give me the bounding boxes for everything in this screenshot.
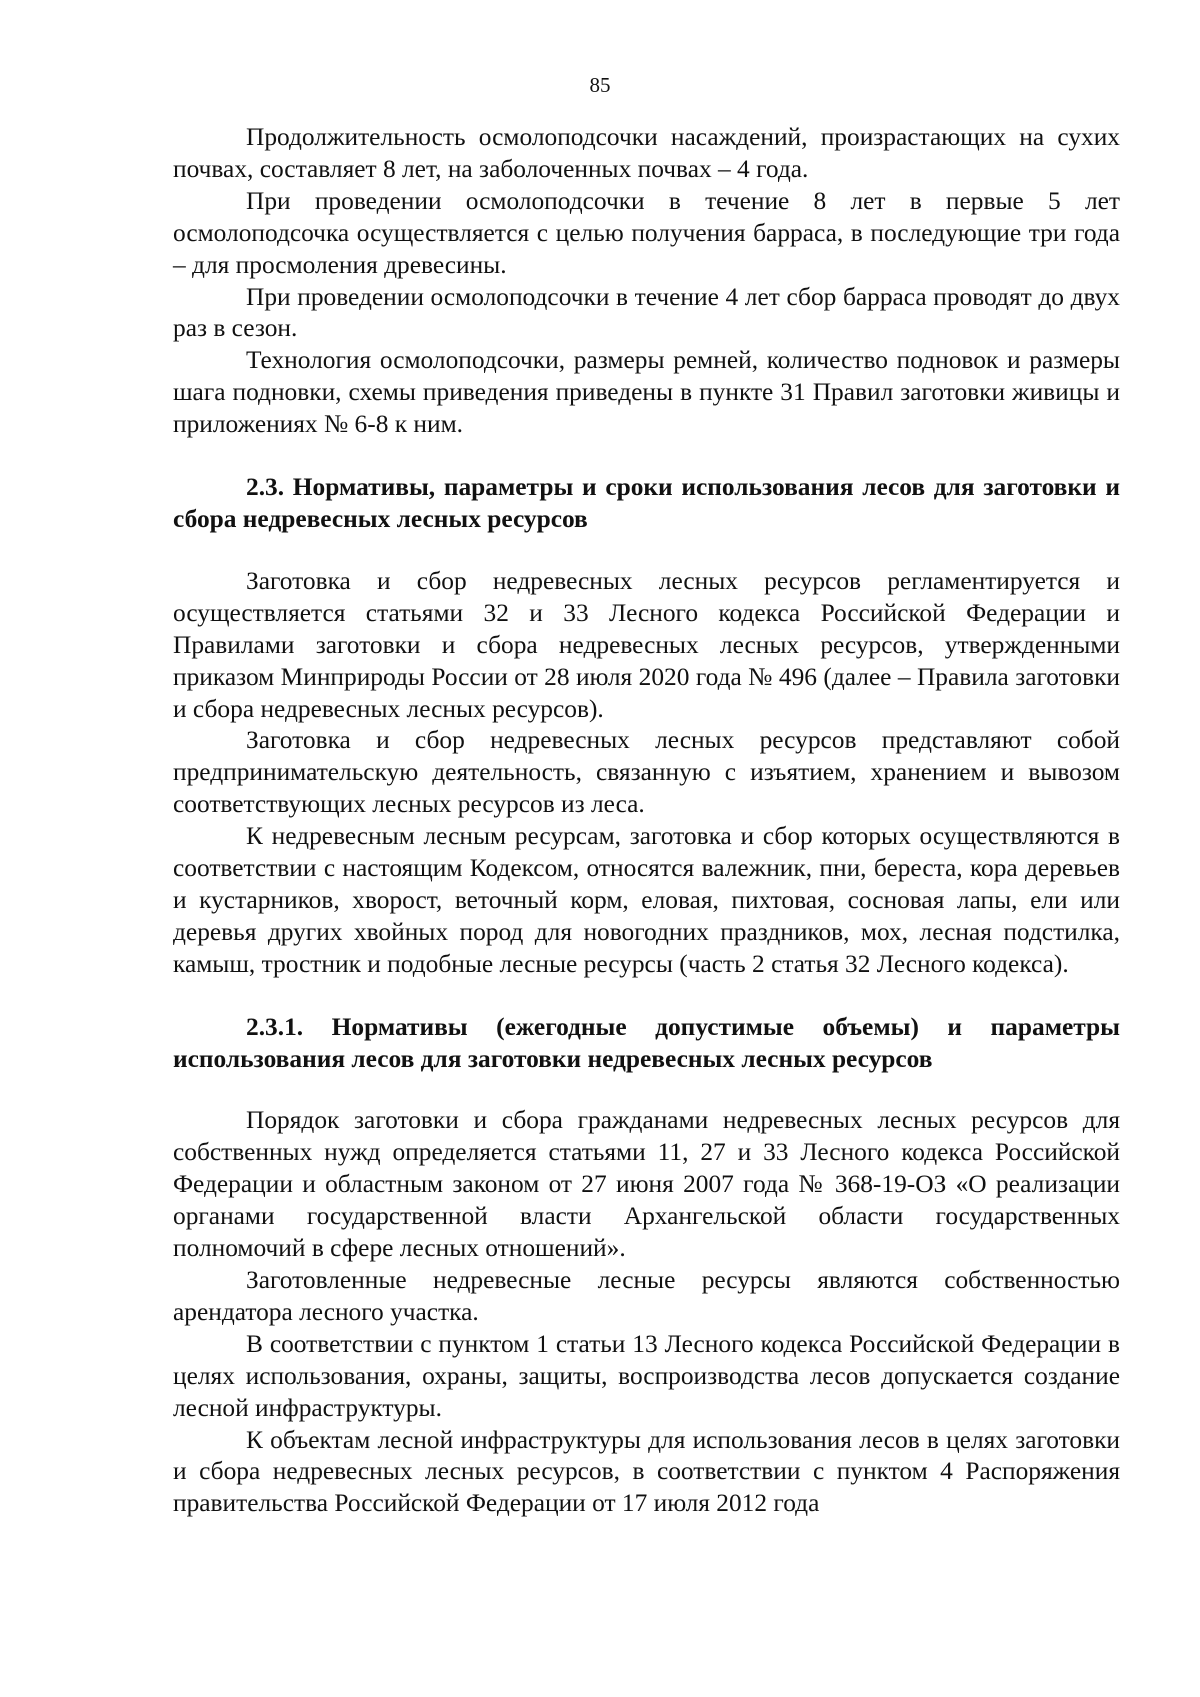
section-heading-2-3: 2.3. Нормативы, параметры и сроки использования лесов для заготовки и сбора недревесных лесных ресурсов (173, 473, 1120, 533)
page-number: 85 (589, 73, 611, 97)
paragraph: В соответствии с пунктом 1 статьи 13 Лесного кодекса Российской Федерации в целях использования, охраны, защиты, воспроизводства лесов допускается создание лесной инфраструктуры. (173, 1329, 1120, 1422)
paragraph: К объектам лесной инфраструктуры для использования лесов в целях заготовки и сбора недревесных лесных ресурсов, в соответствии с пунктом 4 Распоряжения правительства Российской Федерации от 17 июля 2012 года (173, 1425, 1120, 1518)
paragraph: Продолжительность осмолоподсочки насаждений, произрастающих на сухих почвах, составляет 8 лет, на заболоченных почвах – 4 года. (173, 123, 1120, 183)
paragraph: Заготовленные недревесные лесные ресурсы являются собственностью арендатора лесного участка. (173, 1266, 1120, 1326)
paragraph: При проведении осмолоподсочки в течение 8 лет в первые 5 лет осмолоподсочка осуществляется с целью получения барраса, в последующие три года – для просмоления древесины. (173, 186, 1120, 279)
paragraph: При проведении осмолоподсочки в течение 4 лет сбор барраса проводят до двух раз в сезон. (173, 282, 1120, 343)
section-heading-2-3-1: 2.3.1. Нормативы (ежегодные допустимые объемы) и параметры использования лесов для заготовки недревесных лесных ресурсов (173, 1012, 1120, 1073)
paragraph: Порядок заготовки и сбора гражданами недревесных лесных ресурсов для собственных нужд определяется статьями 11, 27 и 33 Лесного кодекса Российской Федерации и областным законом от 27 июня 2007 года № 368-19-ОЗ «О реализации органами государственной власти Архангельской области государственных полномочий в сфере лесных отношений». (173, 1106, 1120, 1263)
paragraph: Технология осмолоподсочки, размеры ремней, количество подновок и размеры шага подновки, схемы приведения приведены в пункте 31 Правил заготовки живицы и приложениях № 6-8 к ним. (173, 346, 1120, 439)
page-body (173, 122, 1120, 1520)
paragraph: Заготовка и сбор недревесных лесных ресурсов регламентируется и осуществляется статьями 32 и 33 Лесного кодекса Российской Федерации и Правилами заготовки и сбора недревесных лесных ресурсов, утвержденными приказом Минприроды России от 28 июля 2020 года № 496 (далее – Правила заготовки и сбора недревесных лесных ресурсов). (173, 566, 1120, 723)
paragraph: Заготовка и сбор недревесных лесных ресурсов представляют собой предпринимательскую деятельность, связанную с изъятием, хранением и вывозом соответствующих лесных ресурсов из леса. (173, 726, 1120, 819)
paragraph: К недревесным лесным ресурсам, заготовка и сбор которых осуществляются в соответствии с настоящим Кодексом, относятся валежник, пни, береста, кора деревьев и кустарников, хворост, веточный корм, еловая, пихтовая, сосновая лапы, ели или деревья других хвойных пород для новогодних праздников, мох, лесная подстилка, камыш, тростник и подобные лесные ресурсы (часть 2 статья 32 Лесного кодекса). (173, 822, 1120, 978)
